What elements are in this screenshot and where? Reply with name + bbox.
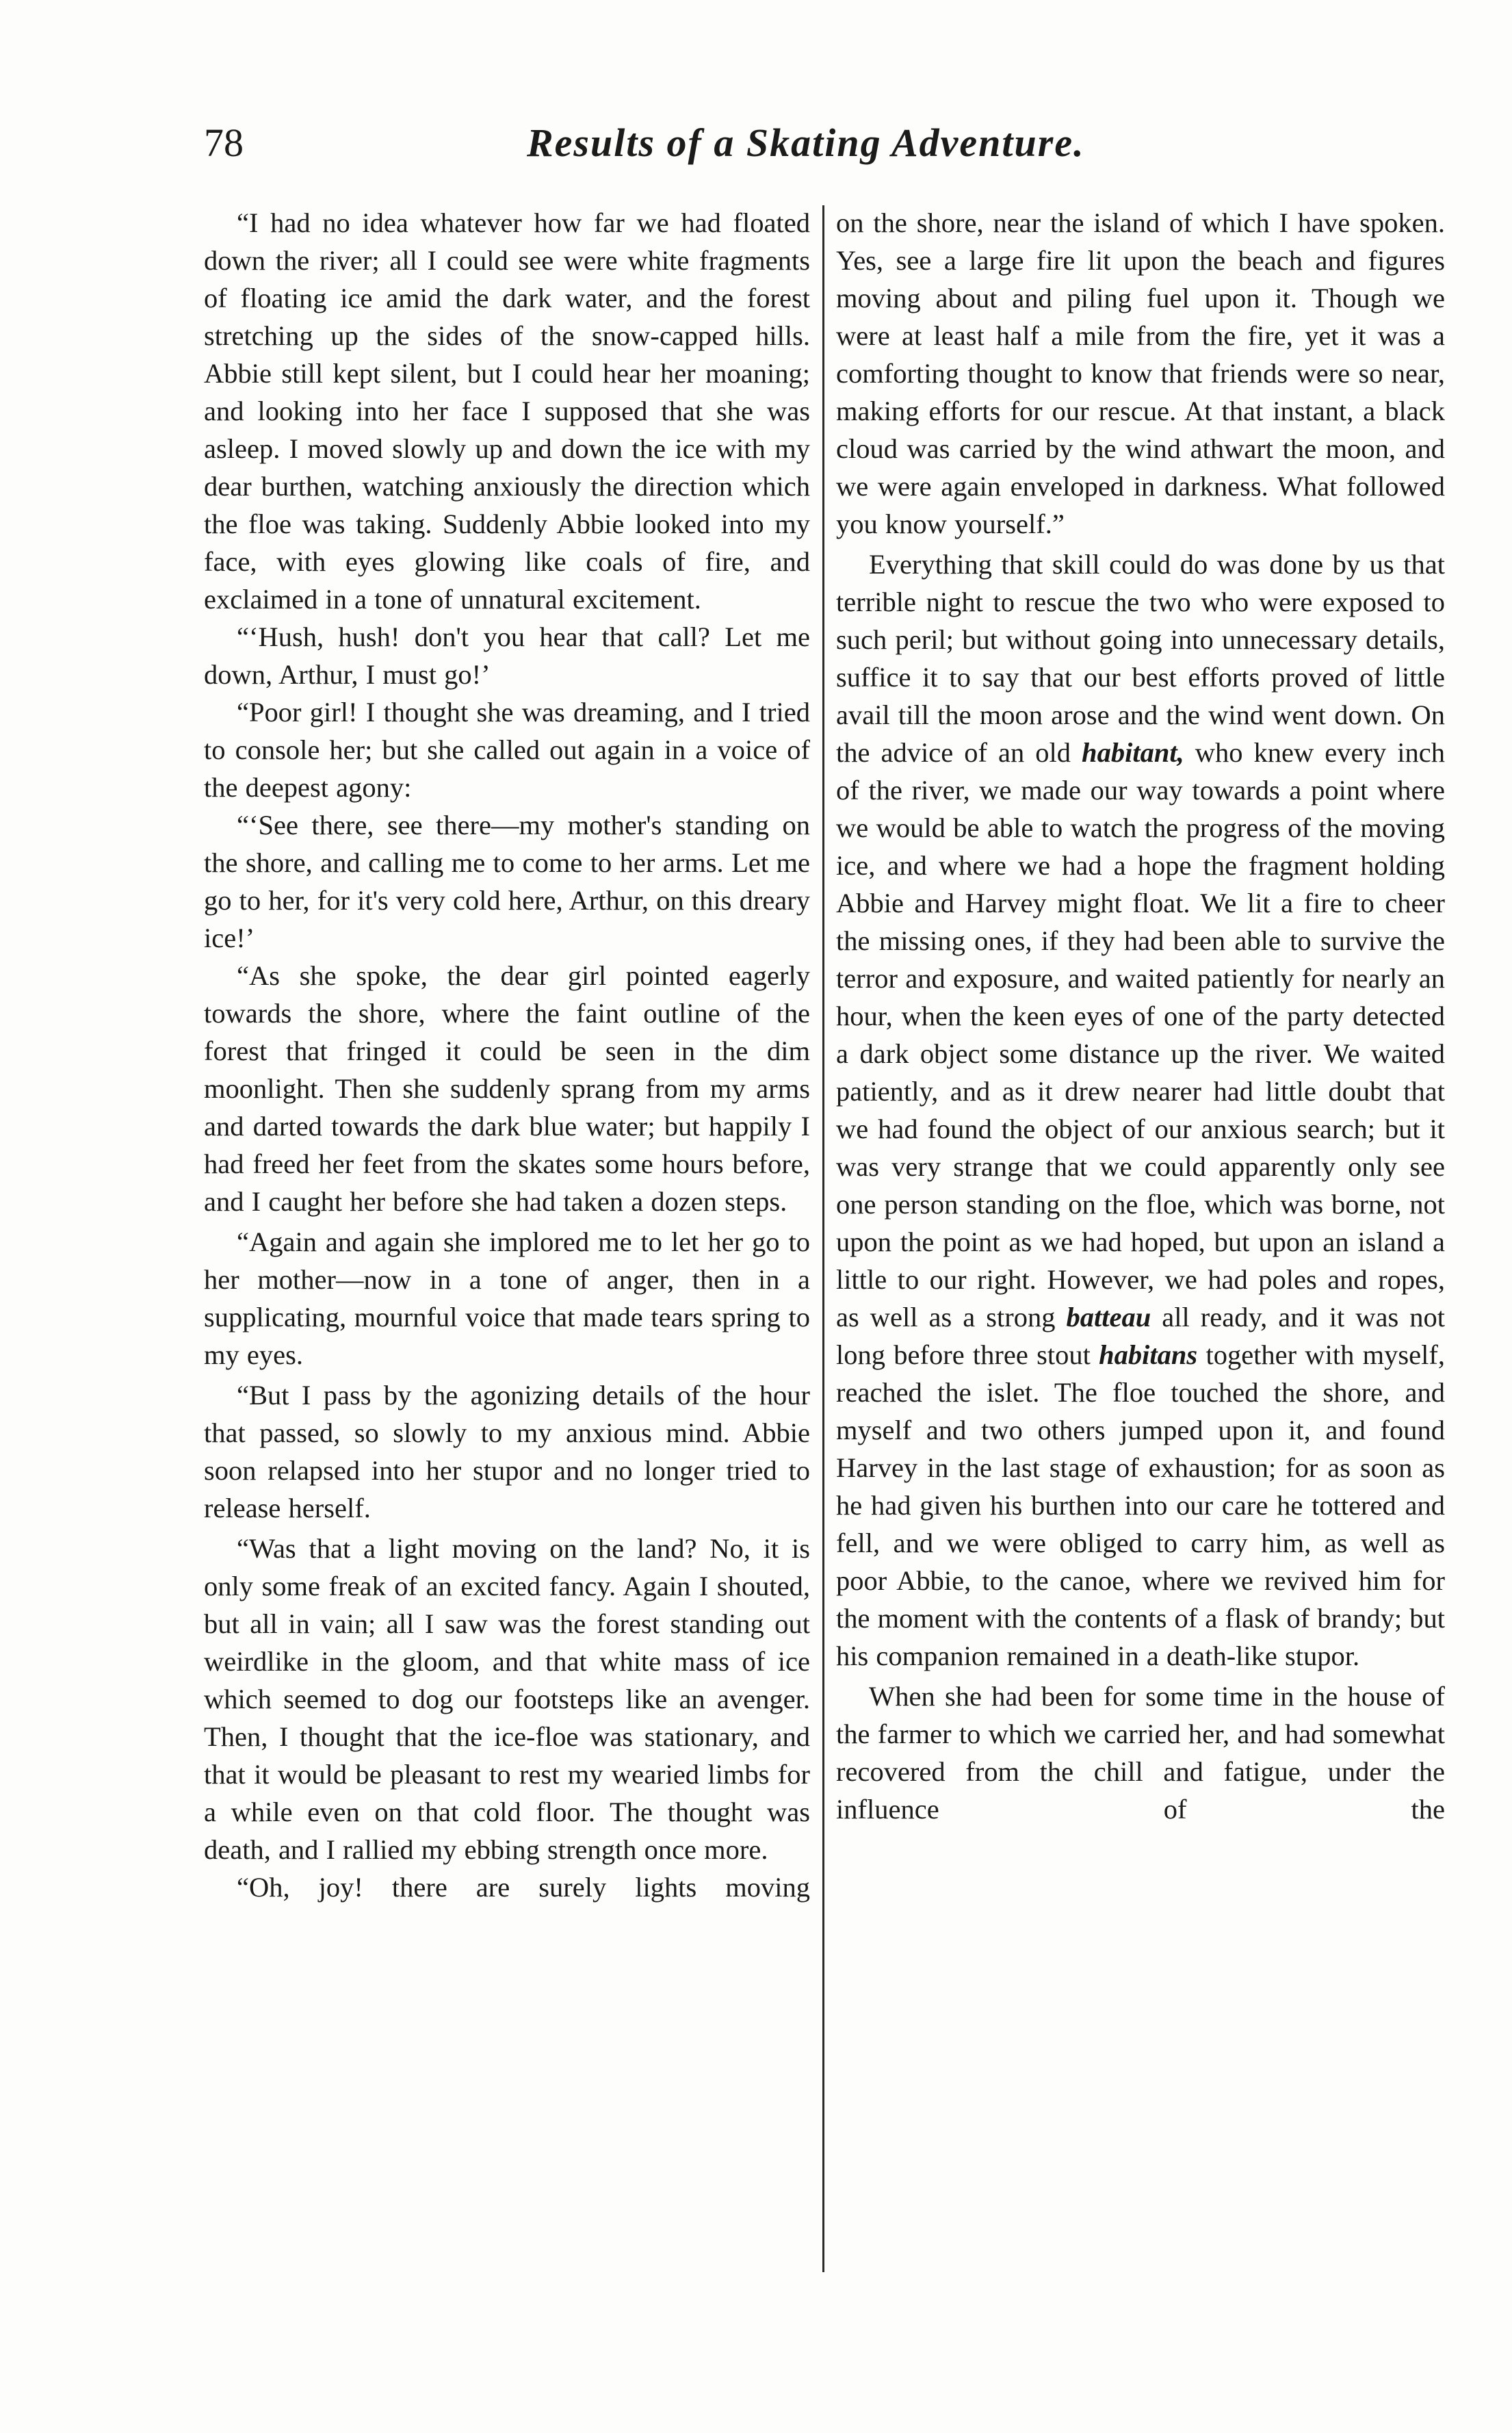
paragraph: “‘Hush, hush! don't you hear that call? Let me down, Arthur, I must go!’ bbox=[204, 621, 810, 690]
italic-term: habitant, bbox=[1082, 737, 1184, 768]
italic-term: batteau bbox=[1066, 1302, 1151, 1333]
left-column bbox=[204, 204, 810, 1906]
text-run: together with myself, reached the islet. The floe touched the shore, and myself and two others jumped upon it, and found Harvey in the last stage of exhaustion; for as soon as he had given his burthen into our care he tottered and fell, and we were obliged to carry him, as well as poor Abbie, to the canoe, where we revived him for the moment with the contents of a flask of brandy; but his companion remained in a death-like stupor. bbox=[836, 1339, 1445, 1671]
paragraph: “‘See there, see there—my mother's standing on the shore, and calling me to come to her arms. Let me go to her, for it's very cold here, Arthur, on this dreary ice!’ bbox=[204, 810, 810, 953]
text-run: all ready, and it was not long before three stout bbox=[836, 1302, 1445, 1370]
paragraph: “I had no idea whatever how far we had floated down the river; all I could see were white fragments of floating ice amid the dark water, and the forest stretching up the sides of the snow-capped hills. Abbie still kept silent, but I could hear her moaning; and looking into her face I supposed that she was asleep. I moved slowly up and down the ice with my dear burthen, watching anxiously the direction which the floe was taking. Suddenly Abbie looked into my face, with eyes glowing like coals of fire, and exclaimed in a tone of unnatural excitement. bbox=[204, 207, 810, 615]
text-run: Everything that skill could do was done by us that terrible night to rescue the two who were exposed to such peril; but without going into unnecessary details, suffice it to say that our best efforts proved of little avail till the moon arose and the wind went down. On the advice of an old bbox=[836, 549, 1445, 768]
paragraph: “As she spoke, the dear girl pointed eagerly towards the shore, where the faint outline of the forest that fringed it could be seen in the dim moonlight. Then she suddenly sprang from my arms and darted towards the dark blue water; but happily I had freed her feet from the skates some hours before, and I caught her before she had taken a dozen steps. bbox=[204, 960, 810, 1217]
page-number: 78 bbox=[204, 120, 244, 165]
text-run: who knew every inch of the river, we made our way towards a point where we would be able to watch the progress of the moving ice, and where we had a hope the fragment holding Abbie and Harvey might float. We lit a fire to cheer the missing ones, if they had been able to survive the terror and exposure, and waited patiently for nearly an hour, when the keen eyes of one of the party detected a dark object some distance up the river. We waited patiently, and as it drew nearer had little doubt that we had found the object of our anxious search; but it was very strange that we could apparently only see one person standing on the floe, which was borne, not upon the point as we had hoped, but upon an island a little to our right. However, we had poles and ropes, as well as a strong bbox=[836, 737, 1446, 1333]
paragraph bbox=[836, 545, 1445, 1675]
italic-term: habitans bbox=[1099, 1339, 1198, 1370]
paragraph: “Was that a light moving on the land? No, it is only some freak of an excited fancy. Again I shouted, but all in vain; all I saw was the forest standing out weirdlike in the gloom, and that white mass of ice which seemed to dog our footsteps like an avenger. Then, I thought that the ice-floe was stationary, and that it would be pleasant to rest my wearied limbs for a while even on that cold floor. The thought was death, and I rallied my ebbing strength once more. bbox=[204, 1533, 810, 1865]
column-divider bbox=[822, 205, 824, 2272]
right-column bbox=[836, 204, 1445, 1828]
running-title: Results of a Skating Adventure. bbox=[527, 120, 1085, 165]
paragraph: “But I pass by the agonizing details of the hour that passed, so slowly to my anxious mind. Abbie soon relapsed into her stupor and no longer tried to release herself. bbox=[204, 1380, 810, 1523]
paragraph: “Poor girl! I thought she was dreaming, and I tried to console her; but she called out again in a voice of the deepest agony: bbox=[204, 697, 810, 803]
running-head bbox=[198, 120, 1457, 181]
paragraph: “Again and again she implored me to let her go to her mother—now in a tone of anger, then in a supplicating, mournful voice that made tears spring to my eyes. bbox=[204, 1226, 810, 1370]
paragraph: When she had been for some time in the house of the farmer to which we carried her, and had somewhat recovered from the chill and fatigue, under the influence of the bbox=[836, 1681, 1445, 1825]
paragraph: “Oh, joy! there are surely lights moving bbox=[237, 1872, 810, 1903]
paragraph: on the shore, near the island of which I have spoken. Yes, see a large fire lit upon the beach and figures moving about and piling fuel upon it. Though we were at least half a mile from the fire, yet it was a comforting thought to know that friends were so near, making efforts for our rescue. At that instant, a black cloud was carried by the wind athwart the moon, and we were again enveloped in darkness. What followed you know yourself.” bbox=[836, 207, 1445, 539]
